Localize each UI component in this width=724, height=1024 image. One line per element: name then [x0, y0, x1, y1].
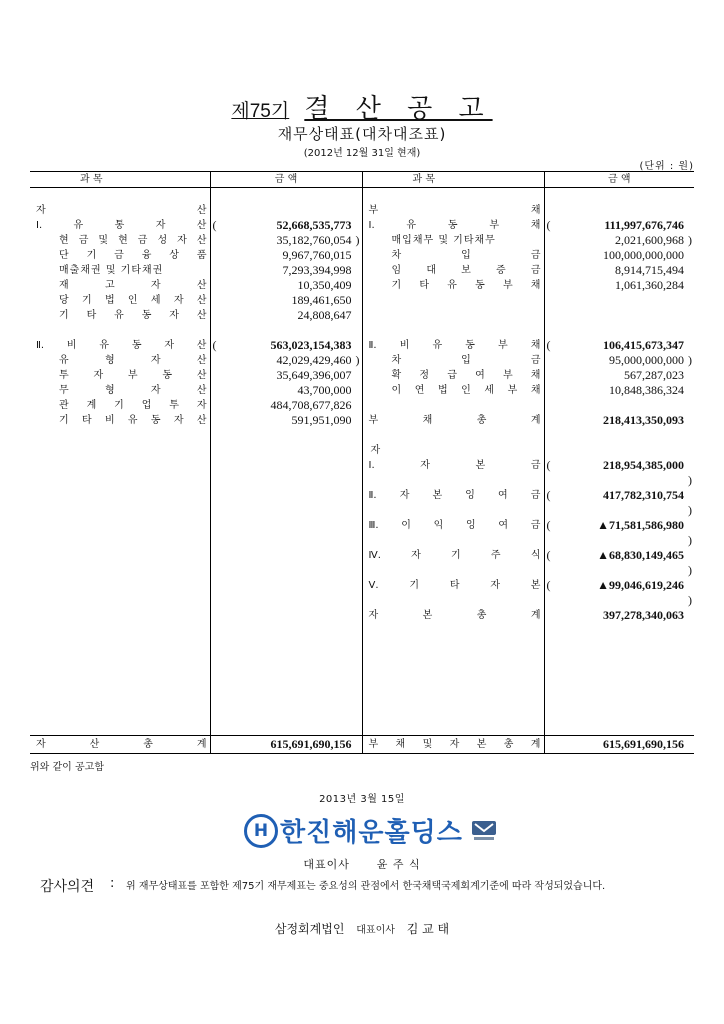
table-row [30, 353, 694, 368]
table-row: Ⅱ. 자 본 잉 여 금 ( 417,782,310,754 ) [30, 488, 694, 503]
notice-title [0, 88, 724, 125]
equity-item-label: Ⅰ. 자 본 금 [368, 460, 541, 471]
statement-title: 재무상태표(대차대조표) [277, 125, 447, 143]
col-amount-header: 금 액 [210, 172, 362, 188]
page-title: 결 산 공 고 [304, 94, 493, 124]
auditor-signature [0, 920, 724, 937]
table-row [30, 233, 694, 248]
asset-item-amount: 591,951,090 [291, 413, 352, 427]
liability-item-label: 매입채무 및 기타채무 [391, 235, 496, 246]
asset-item-amount: 43,700,000 [297, 383, 352, 397]
assets-total-amount: 615,691,690,156 [270, 737, 352, 751]
liabilities-total-label: 부 채 총 계 [368, 415, 541, 426]
company-logo [244, 812, 497, 849]
ceo-signature: 대표이사 윤 주 식 [303, 858, 421, 871]
asset-item-amount: 484,708,677,826 [270, 398, 352, 412]
company-name: 한진해운홀딩스 [280, 818, 463, 848]
asset-item-label: 당 기 법 인 세 자 산 [59, 295, 207, 306]
grand-total-label: 부 채 및 자 본 총 계 [368, 739, 541, 750]
equity-item-amount: ▲68,830,149,465 [597, 548, 684, 562]
shipping-emblem-icon [471, 820, 497, 842]
noncurrent-assets-amount: 563,023,154,383 [270, 338, 352, 352]
current-liabilities-amount: 111,997,676,746 [604, 218, 684, 232]
table-row: Ⅰ. 유 통 자 산 ( 52,668,535,773 ) Ⅰ. 유 동 부 채 ( 111,997,676,746 ) [30, 218, 694, 233]
liabilities-heading: 부 채 [368, 205, 541, 216]
equity-item-label: Ⅲ. 이 익 잉 여 금 [368, 520, 541, 531]
asset-item-label: 단 기 금 융 상 품 [59, 250, 207, 261]
table-row: Ⅲ. 이 익 잉 여 금 ( ▲71,581,586,980 ) [30, 518, 694, 533]
equity-total-label: 자 본 총 계 [368, 610, 541, 621]
table-row: Ⅳ. 자 기 주 식 ( ▲68,830,149,465 ) [30, 548, 694, 563]
unit-label: (단위 : 원) [639, 161, 694, 172]
noncurrent-assets-label: Ⅱ. 비 유 동 자 산 [36, 340, 207, 351]
logo-h-icon: H [244, 814, 278, 848]
equity-item-amount: ▲99,046,619,246 [597, 578, 684, 592]
total-row [30, 736, 694, 754]
equity-heading: 자 [370, 445, 381, 456]
asset-item-amount: 189,461,650 [291, 293, 352, 307]
liability-item-label: 기 타 유 동 부 채 [391, 280, 541, 291]
asset-item-amount: 9,967,760,015 [282, 248, 352, 262]
asset-item-label: 투 자 부 동 산 [59, 370, 207, 381]
table-row [30, 368, 694, 383]
balance-sheet-table [30, 171, 694, 754]
asset-item-label: 유 형 자 산 [59, 355, 207, 366]
announcement-date: 2013년 3월 15일 [319, 794, 405, 805]
table-row [30, 278, 694, 293]
table-row [30, 203, 694, 218]
current-assets-amount: 52,668,535,773 [276, 218, 352, 232]
table-row [30, 443, 694, 458]
liability-item-label: 확 정 급 여 부 채 [391, 370, 541, 381]
asset-item-label: 무 형 자 산 [59, 385, 207, 396]
col-account-header-right: 과 목 [412, 174, 435, 185]
liability-item-amount: 1,061,360,284 [615, 278, 684, 292]
table-row [30, 398, 694, 413]
equity-item-label: Ⅱ. 자 본 잉 여 금 [368, 490, 541, 501]
liabilities-total-amount: 218,413,350,093 [603, 413, 684, 427]
liability-item-label: 이 연 법 인 세 부 채 [391, 385, 541, 396]
auditor-title: 대표이사 [356, 925, 395, 936]
audit-colon: : [110, 876, 115, 891]
asset-item-label: 관 계 기 업 투 자 [59, 400, 207, 411]
liability-item-amount: 10,848,386,324 [609, 383, 684, 397]
table-row [30, 248, 694, 263]
liability-item-amount: 95,000,000,000 [609, 353, 684, 367]
audit-opinion-label: 감사의견 [40, 879, 95, 895]
table-row [30, 383, 694, 398]
liability-item-amount: 2,021,600,968 [615, 233, 684, 247]
auditor-firm: 삼정회계법인 [274, 922, 345, 936]
asset-item-amount: 42,029,429,460 [276, 353, 352, 367]
liability-item-label: 차 입 금 [391, 250, 541, 261]
table-row [30, 263, 694, 278]
asset-item-amount: 7,293,394,998 [282, 263, 352, 277]
grand-total-amount: 615,691,690,156 [603, 737, 684, 751]
liability-item-label: 차 입 금 [391, 355, 541, 366]
as-of-date: (2012년 12월 31일 현재) [303, 148, 421, 159]
table-header-row [30, 172, 694, 188]
auditor-name: 김 교 태 [406, 922, 450, 936]
asset-item-amount: 35,182,760,054 [276, 233, 352, 247]
asset-item-label: 매출채권 및 기타채권 [59, 265, 164, 276]
equity-total-amount: 397,278,340,063 [603, 608, 684, 622]
asset-item-label: 재 고 자 산 [59, 280, 207, 291]
assets-total-label: 자 산 총 계 [36, 739, 207, 750]
col-amount-header-right: 금 액 [544, 172, 694, 188]
current-assets-label: Ⅰ. 유 통 자 산 [36, 220, 207, 231]
noncurrent-liabilities-label: Ⅱ. 비 유 동 부 채 [368, 340, 541, 351]
equity-item-amount: 218,954,385,000 [603, 458, 684, 472]
table-row [30, 608, 694, 623]
liability-item-amount: 100,000,000,000 [603, 248, 684, 262]
asset-item-amount: 10,350,409 [297, 278, 352, 292]
col-account-header: 과 목 [80, 174, 103, 185]
table-row [30, 293, 694, 308]
equity-item-amount: 417,782,310,754 [603, 488, 684, 502]
table-row: Ⅴ. 기 타 자 본 ( ▲99,046,619,246 ) [30, 578, 694, 593]
asset-item-label: 기 타 비 유 동 자 산 [59, 415, 207, 426]
table-row: Ⅰ. 자 본 금 ( 218,954,385,000 ) [30, 458, 694, 473]
equity-item-label: Ⅴ. 기 타 자 본 [368, 580, 541, 591]
liability-item-amount: 567,287,023 [624, 368, 684, 382]
table-row [30, 308, 694, 323]
equity-item-label: Ⅳ. 자 기 주 식 [368, 550, 541, 561]
equity-item-amount: ▲71,581,586,980 [597, 518, 684, 532]
asset-item-amount: 35,649,396,007 [276, 368, 352, 382]
asset-item-label: 현 금 및 현 금 성 자 산 [59, 235, 207, 246]
noncurrent-liabilities-amount: 106,415,673,347 [603, 338, 684, 352]
table-row [30, 413, 694, 428]
asset-item-label: 기 타 유 동 자 산 [59, 310, 207, 321]
asset-item-amount: 24,808,647 [297, 308, 352, 322]
current-liabilities-label: Ⅰ. 유 동 부 채 [368, 220, 541, 231]
table-row: Ⅱ. 비 유 동 자 산 ( 563,023,154,383 ) Ⅱ. 비 유 동 부 채 ( 106,415,673,347 ) [30, 338, 694, 353]
audit-opinion-text: 위 재무상태표를 포함한 제75기 재무제표는 중요성의 관점에서 한국채택국제회계기준에 따라 작성되었습니다. [126, 881, 606, 892]
liability-item-amount: 8,914,715,494 [615, 263, 684, 277]
announcement-note: 위와 같이 공고함 [30, 762, 104, 773]
liability-item-label: 임 대 보 증 금 [391, 265, 541, 276]
assets-heading: 자 산 [36, 205, 207, 216]
fiscal-period: 제75기 [231, 101, 290, 122]
